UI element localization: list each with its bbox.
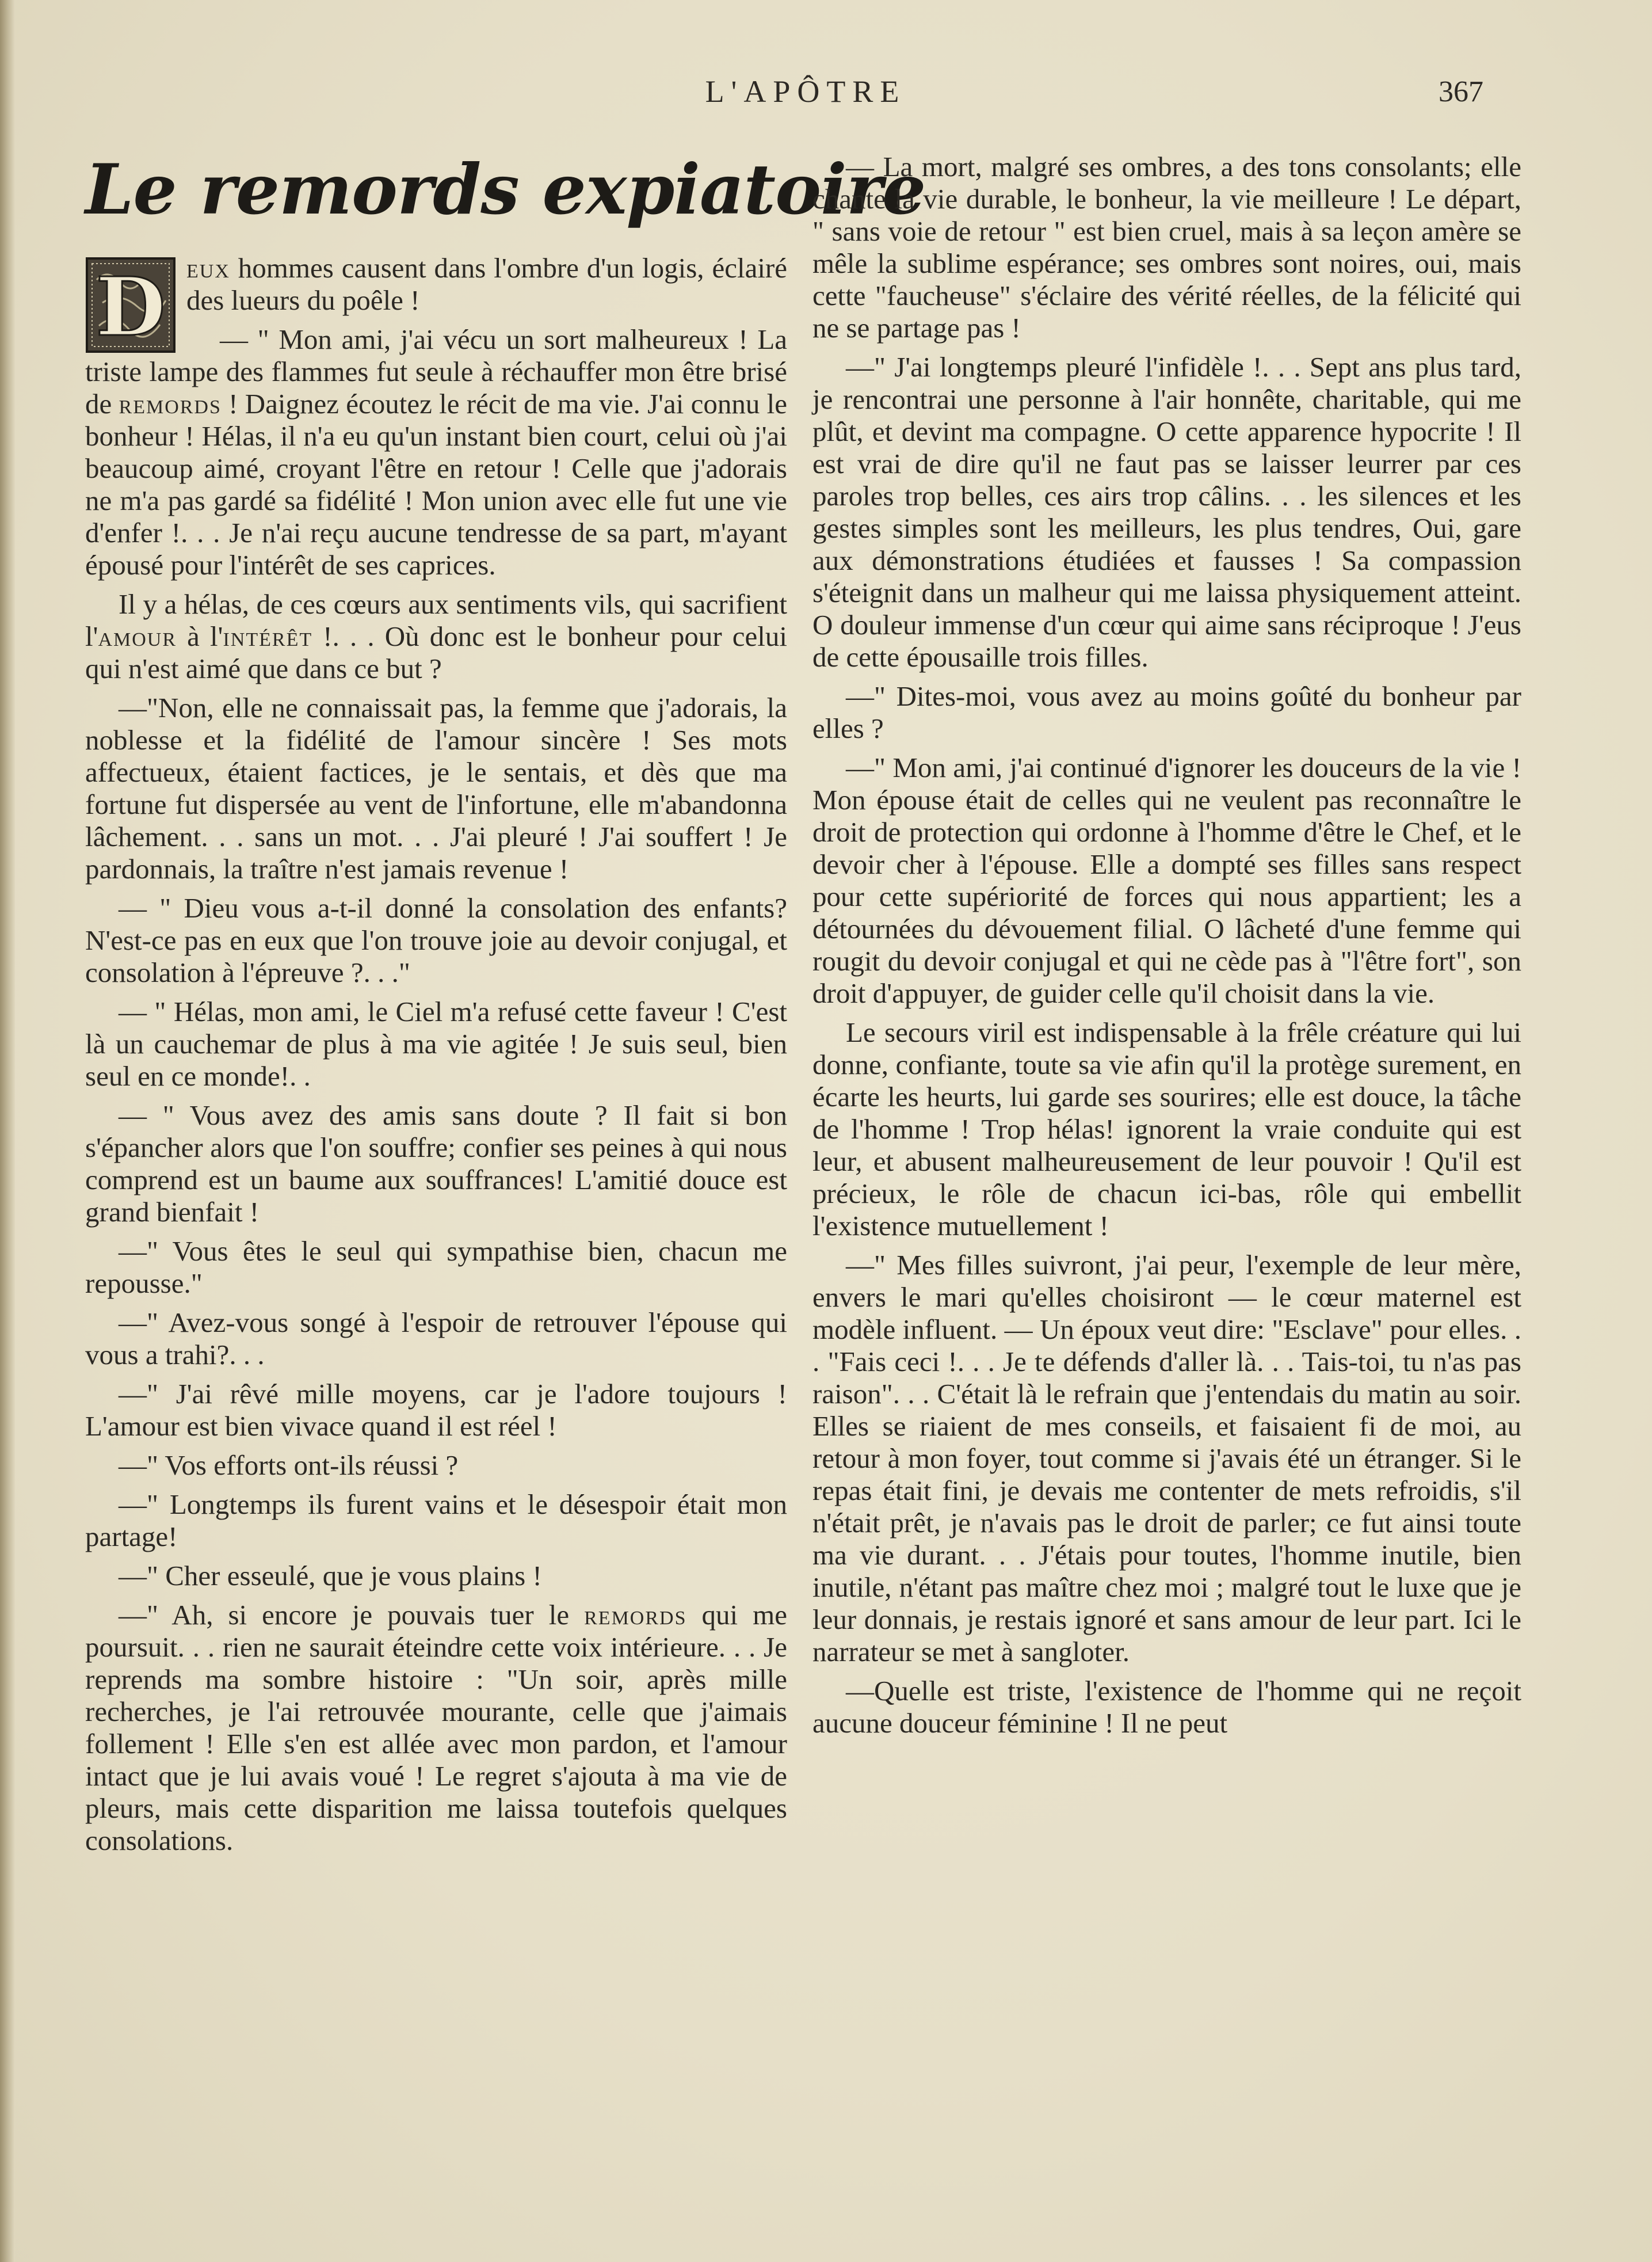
article-title: Le remords expiatoire bbox=[85, 149, 926, 230]
paragraph-text: —" Dites-moi, vous avez au moins goûté du bonheur par elles ? bbox=[812, 680, 1521, 744]
paragraph-text: —" Mes filles suivront, j'ai peur, l'exemple de leur mère, envers le mari qu'elles choisiront — le cœur maternel est modèle influent. — Un époux veut dire: "Esclave" pour elles. . . "Fais ceci !. . . Je te défends d'aller là. . . Tais-toi, tu n'as pas raison". . . C'était là le refrain que j'entendais du matin au soir. Elles se riaient de mes conseils, et faisaient fi de moi, au retour à mon foyer, tout comme si j'avais été un étranger. Si le repas était fini, je devais me contenter de mets refroidis, s'il n'était prêt, je n'avais pas le droit de parler; ce fut ainsi toute ma vie durant. . . J'étais pour toutes, l'homme inutile, bien inutile, n'étant pas maître chez moi ; malgré tout le luxe que je leur donnais, je restais ignoré et sans amour de leur part. Ici le narrateur se met à sangloter. bbox=[812, 1249, 1521, 1667]
paragraph-text: — " Hélas, mon ami, le Ciel m'a refusé cette faveur ! C'est là un cauchemar de plus à ma vie agitée ! Je suis seul, bien seul en ce monde!. . bbox=[85, 996, 787, 1092]
left-column-paragraph bbox=[85, 996, 787, 1092]
paragraph-text: Le secours viril est indispensable à la frêle créature qui lui donne, confiante, toute sa vie afin qu'il la protège surement, en écarte les heurts, lui garde ses sourires; elle est douce, la tâche de l'homme ! Trop hélas! ignorent la vraie conduite qui est leur, et abusent malheureusement de leur pouvoir ! Qu'il est précieux, le rôle de chacun ici-bas, rôle qui embellit l'existence mutuellement ! bbox=[812, 1016, 1521, 1242]
paragraph-text: —" J'ai longtemps pleuré l'infidèle !. . . Sept ans plus tard, je rencontrai une personne à l'air honnête, charitable, qui me plût, et devint ma compagne. O cette apparence hypocrite ! Il est vrai de dire qu'il ne faut pas se laisser leurrer par ces paroles trop belles, ces airs trop câlins. . . les silences et les gestes simples sont les meilleurs, les plus tendres, Oui, gare aux démonstrations étudiées et fausses ! Sa compassion s'éteignit dans un malheur qui me laissa physiquement atteint. O douleur immense d'un cœur qui aime sans réciproque ! J'eus de cette épousaille trois filles. bbox=[812, 351, 1521, 673]
right-column-paragraph bbox=[812, 680, 1521, 745]
small-caps-word: remords bbox=[584, 1599, 687, 1631]
left-column-paragraph bbox=[85, 1378, 787, 1442]
right-column-paragraph bbox=[812, 351, 1521, 673]
paragraph-text: — " Mon ami, j'ai vécu un sort malheureux ! La triste lampe des flammes fut seule à réchauffer mon être brisé de bbox=[85, 323, 787, 420]
paragraph-text: Il y a hélas, de ces cœurs aux sentiments vils, qui sacrifient l' bbox=[85, 588, 787, 652]
paragraph-text: ! Daignez écoutez le récit de ma vie. J'ai connu le bonheur ! Hélas, il n'a eu qu'un instant bien court, celui où j'ai beaucoup aimé, croyant l'être en retour ! Celle que j'adorais ne m'a pas gardé sa fidélité ! Mon union avec elle fut une vie d'enfer !. . . Je n'ai reçu aucune tendresse de sa part, m'ayant épousé pour l'intérêt de ses caprices. bbox=[85, 388, 787, 581]
left-column-paragraph bbox=[85, 1488, 787, 1553]
left-column-paragraph bbox=[85, 1235, 787, 1300]
paragraph-text: — La mort, malgré ses ombres, a des tons consolants; elle chante la vie durable, le bonheur, la vie meilleure ! Le départ, " sans voie de retour " est bien cruel, mais à sa leçon amère se mêle la sublime espérance; ses ombres sont noires, oui, mais cette "faucheuse" s'éclaire des vérité réelles, de la félicité qui ne se partage pas ! bbox=[812, 151, 1521, 344]
left-column-paragraph bbox=[85, 588, 787, 685]
paragraph-text: hommes causent dans l'ombre d'un logis, éclairé des lueurs du poêle ! bbox=[186, 252, 787, 316]
paragraph-text: —" J'ai rêvé mille moyens, car je l'adore toujours ! L'amour est bien vivace quand il est réel ! bbox=[85, 1378, 787, 1442]
left-column-paragraph bbox=[85, 1560, 787, 1592]
ornamental-dropcap bbox=[85, 257, 176, 353]
right-column-paragraph bbox=[812, 752, 1521, 1010]
left-column-paragraph bbox=[85, 1449, 787, 1482]
right-column-body bbox=[812, 151, 1521, 1739]
small-caps-word: eux bbox=[186, 252, 230, 284]
paragraph-text: —"Non, elle ne connaissait pas, la femme que j'adorais, la noblesse et la fidélité de l'amour sincère ! Ses mots affectueux, étaient factices, je le sentais, et dès que ma fortune fut dispersée au vent de l'infortune, elle m'abandonna lâchement. . . sans un mot. . . J'ai pleuré ! J'ai souffert ! Je pardonnais, la traître n'est jamais revenue ! bbox=[85, 692, 787, 885]
paragraph-text: — " Dieu vous a-t-il donné la consolation des enfants? N'est-ce pas en eux que l'on trouve joie au devoir conjugal, et consolation à l'épreuve ?. . ." bbox=[85, 892, 787, 988]
small-caps-word: remords bbox=[119, 388, 222, 420]
paragraph-text: —" Avez-vous songé à l'espoir de retrouver l'épouse qui vous a trahi?. . . bbox=[85, 1307, 787, 1370]
left-column-body bbox=[85, 252, 787, 1857]
paragraph-text: —" Vos efforts ont-ils réussi ? bbox=[119, 1449, 459, 1481]
right-column-paragraph bbox=[812, 1016, 1521, 1242]
paragraph-text: à l' bbox=[177, 620, 223, 652]
paragraph-text: —" Mon ami, j'ai continué d'ignorer les douceurs de la vie ! Mon épouse était de celles qui ne veulent pas reconnaître le droit de protection qui ordonne à l'homme d'être le Chef, et le devoir cher à l'épouse. Elle a dompté ses filles sans respect pour cette supériorité de forces qui nous appartient; les a détournées du dévouement filial. O lâcheté d'une femme qui rougit du devoir conjugal et qui ne cède pas à "l'être fort", son droit d'appuyer, de guider celle qu'il choisit dans la vie. bbox=[812, 752, 1521, 1009]
right-column-paragraph bbox=[812, 1249, 1521, 1668]
left-column-paragraph bbox=[85, 323, 787, 581]
small-caps-word: intérêt bbox=[223, 620, 313, 652]
paragraph-text: qui me poursuit. . . rien ne saurait éteindre cette voix intérieure. . . Je reprends ma sombre histoire : "Un soir, après mille recherches, je l'ai retrouvée mourante, celle que j'aimais follement ! Elle s'en est allée avec mon pardon, et l'amour intact que je lui avais voué ! Le regret s'ajouta à ma vie de pleurs, mais cette disparition me laissa toutefois quelques consolations. bbox=[85, 1599, 788, 1856]
paragraph-text: !. . . Où donc est le bonheur pour celui qui n'est aimé que dans ce but ? bbox=[85, 620, 787, 684]
left-column-paragraph bbox=[85, 252, 787, 353]
page-number: 367 bbox=[1439, 75, 1483, 108]
paragraph-text: —" Longtemps ils furent vains et le désespoir était mon partage! bbox=[85, 1488, 787, 1552]
paragraph-text: —Quelle est triste, l'existence de l'homme qui ne reçoit aucune douceur féminine ! Il ne peut bbox=[812, 1675, 1521, 1739]
paragraph-text: —" Ah, si encore je pouvais tuer le bbox=[119, 1599, 585, 1631]
left-column-paragraph bbox=[85, 892, 787, 989]
right-column-paragraph bbox=[812, 1675, 1521, 1739]
paragraph-text: — " Vous avez des amis sans doute ? Il fait si bon s'épancher alors que l'on souffre; confier ses peines à qui nous comprend est un baume aux souffrances! L'amitié douce est grand bienfait ! bbox=[85, 1099, 787, 1228]
running-title: L'APÔTRE bbox=[705, 74, 906, 109]
left-column-paragraph bbox=[85, 1599, 787, 1857]
dropcap-letter: D bbox=[96, 260, 166, 353]
right-column-paragraph bbox=[812, 151, 1521, 344]
left-column bbox=[85, 149, 926, 1864]
left-column-paragraph bbox=[85, 692, 787, 885]
paragraph-text: —" Vous êtes le seul qui sympathise bien, chacun me repousse." bbox=[85, 1235, 787, 1299]
paragraph-text: —" Cher esseulé, que je vous plains ! bbox=[119, 1560, 542, 1591]
left-column-paragraph bbox=[85, 1307, 787, 1371]
small-caps-word: amour bbox=[98, 620, 177, 652]
left-column-paragraph bbox=[85, 1099, 787, 1228]
right-column bbox=[812, 151, 1521, 1746]
book-spine-edge bbox=[0, 0, 15, 2262]
